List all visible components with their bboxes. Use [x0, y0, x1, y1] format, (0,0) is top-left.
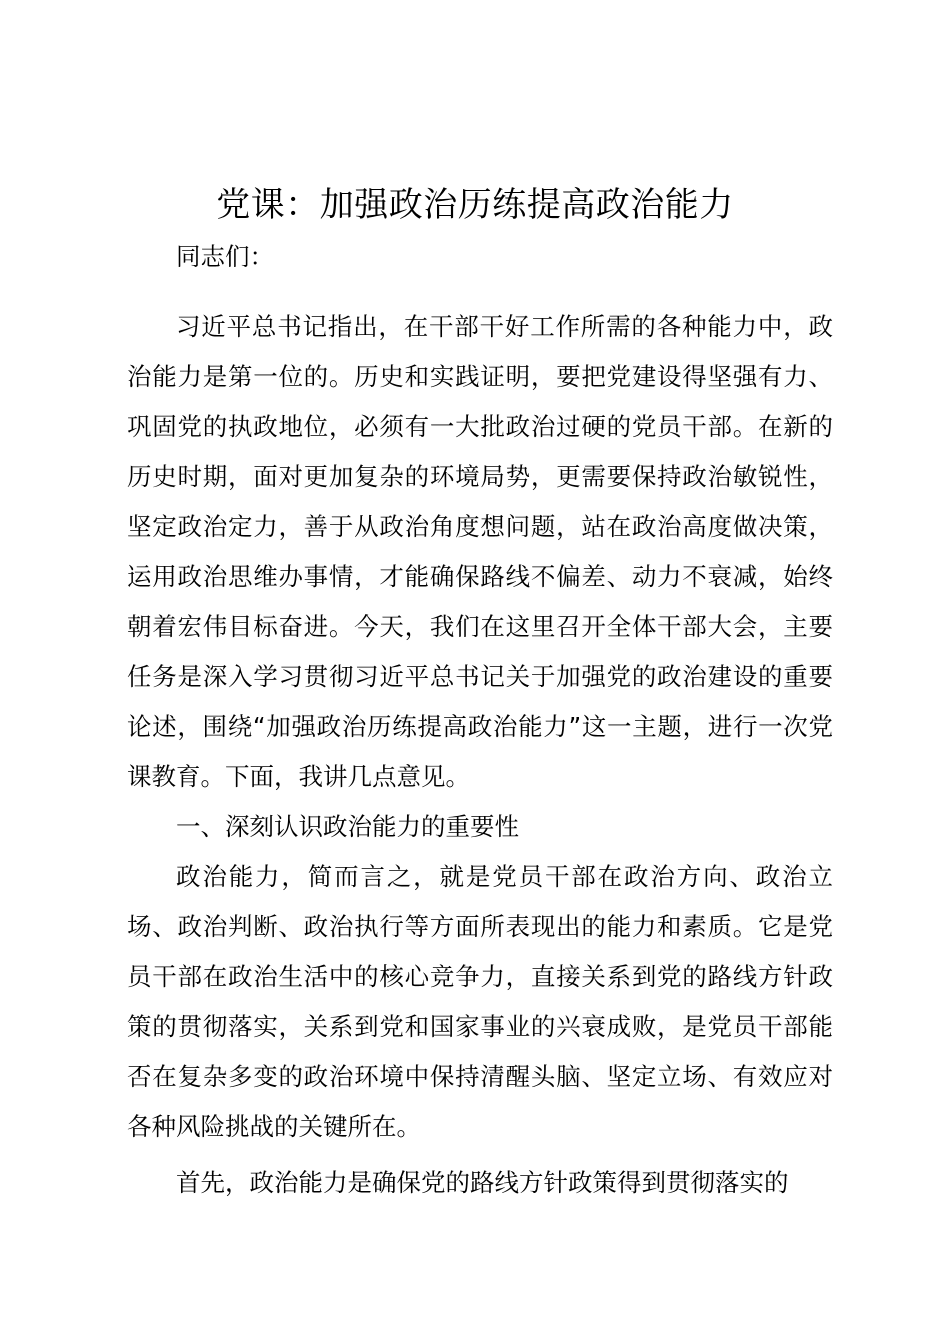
document-title: 党课：加强政治历练提高政治能力: [216, 185, 734, 225]
paragraph-opening: 习近平总书记指出，在干部干好工作所需的各种能力中，政治能力是第一位的。历史和实践证明，要把党建设得坚强有力、巩固党的执政地位，必须有一大批政治过硬的党员干部。在新的历史时期，面对更加复杂的环境局势，更需要保持政治敏锐性，坚定政治定力，善于从政治角度想问题，站在政治高度做决策，运用政治思维办事情，才能确保路线不偏差、动力不衰减，始终朝着宏伟目标奋进。今天，我们在这里召开全体干部大会，主要任务是深入学习贯彻习近平总书记关于加强党的政治建设的重要论述，围绕“加强政治历练提高政治能力”这一主题，进行一次党课教育。下面，我讲几点意见。: [127, 312, 833, 791]
paragraph-first-point: 首先，政治能力是确保党的路线方针政策得到贯彻落实的: [176, 1168, 789, 1197]
paragraph-definition: 政治能力，简而言之，就是党员干部在政治方向、政治立场、政治判断、政治执行等方面所表现出的能力和素质。它是党员干部在政治生活中的核心竞争力，直接关系到党的路线方针政策的贯彻落实，关系到党和国家事业的兴衰成败，是党员干部能否在复杂多变的政治环境中保持清醒头脑、坚定立场、有效应对各种风险挑战的关键所在。: [127, 862, 833, 1141]
salutation: 同志们：: [176, 242, 274, 271]
document-body: [127, 232, 833, 1208]
section-heading-1: 一、深刻认识政治能力的重要性: [176, 812, 519, 841]
